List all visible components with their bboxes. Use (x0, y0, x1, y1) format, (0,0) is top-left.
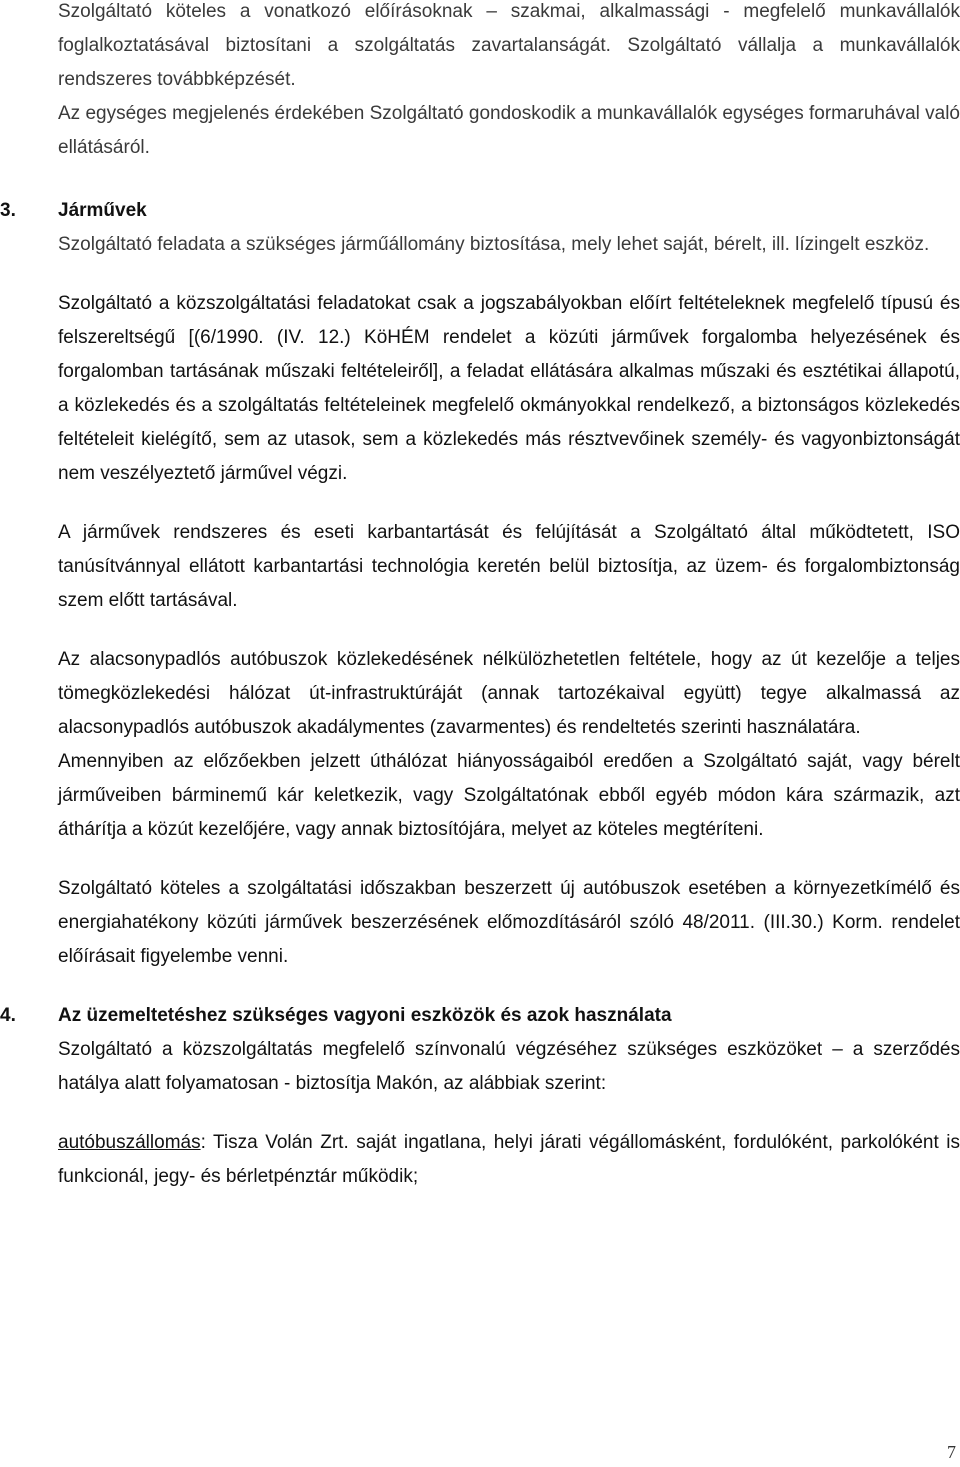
paragraph-new-buses: Szolgáltató köteles a szolgáltatási időszakban beszerzett új autóbuszok esetében a környezetkímélő és energiahatékony közúti járművek beszerzésének előmozdításáról szóló 48/2011. (III.30.) Korm. rendelet előírásait figyelembe venni. (58, 878, 960, 967)
page-number: 7 (947, 1442, 956, 1462)
section-4-heading (0, 999, 960, 1033)
section-3-heading (0, 194, 960, 228)
paragraph-vehicle-requirements: Szolgáltató a közszolgáltatási feladatokat csak a jogszabályokban előírt feltételeknek megfelelő típusú és felszereltségű [(6/1990. (IV. 12.) KöHÉM rendelet a közúti járművek forgalomba helyezésének és forgalomban tartásának műszaki feltételeiről], a feladat ellátására alkalmas műszaki és esztétikai állapotú, a közlekedés és a szolgáltatás feltételeinek megfelelő okmányokkal rendelkező, a biztonságos közlekedés feltételeit kielégítő, sem az utasok, sem a közlekedés más résztvevőinek személy- és vagyonbiztonságát nem veszélyeztető járművel végzi. (58, 293, 960, 484)
paragraph-vehicle-fleet: Szolgáltató feladata a szükséges járműállomány biztosítása, mely lehet saját, bérelt, ill. lízingelt eszköz. (58, 234, 930, 255)
paragraph-uniform: Az egységes megjelenés érdekében Szolgáltató gondoskodik a munkavállalók egységes formaruhával való ellátásáról. (58, 103, 960, 158)
paragraph-low-floor-buses: Az alacsonypadlós autóbuszok közlekedésének nélkülözhetetlen feltétele, hogy az út kezelője a teljes tömegközlekedési hálózat út-infrastruktúráját (annak tartozékaival együtt) tegye alkalmassá az alacsonypadlós autóbuszok akadálymentes (zavarmentes) és rendeltetés szerinti használatára. (58, 649, 960, 738)
paragraph-assets: Szolgáltató a közszolgáltatás megfelelő színvonalú végzéséhez szükséges eszközöket – a szerződés hatálya alatt folyamatosan - biztosítja Makón, az alábbiak szerint: (58, 1039, 960, 1094)
section-4-title: Az üzemeltetéshez szükséges vagyoni eszközök és azok használata (58, 1005, 672, 1026)
paragraph-bus-station (58, 1126, 960, 1194)
paragraph-staff-requirements: Szolgáltató köteles a vonatkozó előírásoknak – szakmai, alkalmassági - megfelelő munkavállalók foglalkoztatásával biztosítani a szolgáltatás zavartalanságát. Szolgáltató vállalja a munkavállalók rendszeres továbbképzését. (58, 1, 960, 90)
section-3-number: 3. (0, 200, 16, 221)
bus-station-term: autóbuszállomás (58, 1132, 201, 1153)
section-3-title: Járművek (58, 200, 147, 221)
section-4-number: 4. (0, 1005, 16, 1026)
bus-station-description: : Tisza Volán Zrt. saját ingatlana, helyi járati végállomásként, fordulóként, parkolóként is funkcionál, jegy- és bérletpénztár működik; (58, 1132, 960, 1187)
paragraph-maintenance: A járművek rendszeres és eseti karbantartását és felújítását a Szolgáltató által működtetett, ISO tanúsítvánnyal ellátott karbantartási technológia keretén belül biztosítja, az üzem- és forgalombiztonság szem előtt tartásával. (58, 522, 960, 611)
paragraph-damage-liability: Amennyiben az előzőekben jelzett úthálózat hiányosságaiból eredően a Szolgáltató saját, vagy bérelt járműveiben bárminemű kár keletkezik, vagy Szolgáltatónak ebből egyéb módon kára származik, azt áthárítja a közút kezelőjére, vagy annak biztosítójára, melyet az köteles megtéríteni. (58, 751, 960, 840)
